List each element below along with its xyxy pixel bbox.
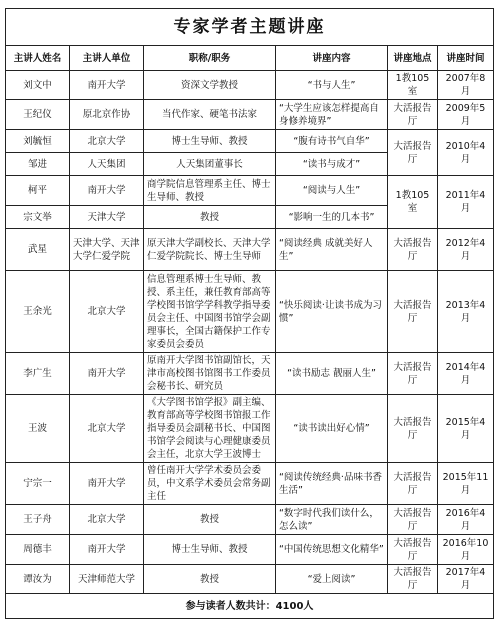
- speaker-name: 宁宗一: [6, 463, 70, 505]
- speaker-position: 博士生导师、教授: [144, 130, 276, 153]
- lecture-topic: “阅读传统经典·品味书香生活”: [276, 463, 388, 505]
- speaker-unit: 南开大学: [70, 353, 144, 395]
- lecture-place: 1教105室: [388, 71, 438, 100]
- lecture-topic: “书与人生”: [276, 71, 388, 100]
- lecture-place: 大活报告厅: [388, 130, 438, 176]
- table-row: [6, 353, 494, 395]
- header-date: 讲座时间: [438, 46, 494, 71]
- lecture-topic: “中国传统思想文化精华”: [276, 535, 388, 565]
- header-speaker-unit: 主讲人单位: [70, 46, 144, 71]
- speaker-name: 周德丰: [6, 535, 70, 565]
- speaker-name: 谭汝为: [6, 565, 70, 594]
- speaker-position: 资深文学教授: [144, 71, 276, 100]
- speaker-position: 信息管理系博士生导师、教授、系主任，兼任教育部高等学校图书馆学学科教学指导委员会主任、中国图书馆学会副理事长，全国古籍保护工作专家委员会委员: [144, 271, 276, 353]
- table-row: [6, 100, 494, 130]
- header-speaker-name: 主讲人姓名: [6, 46, 70, 71]
- lecture-table: [5, 8, 494, 619]
- lecture-date: 2014年4月: [438, 353, 494, 395]
- lecture-place: 大活报告厅: [388, 463, 438, 505]
- speaker-unit: 天津大学、天津大学仁爱学院: [70, 229, 144, 271]
- lecture-date: 2011年4月: [438, 176, 494, 229]
- speaker-position: 《大学图书馆学报》副主编、教育部高等学校图书馆报工作指导委员会副秘书长、中国图书馆学会阅读与心理健康委员会主任，北京大学王波博士: [144, 395, 276, 463]
- speaker-name: 王波: [6, 395, 70, 463]
- lecture-topic: “爱上阅读”: [276, 565, 388, 594]
- speaker-unit: 南开大学: [70, 71, 144, 100]
- table-title: 专家学者主题讲座: [6, 9, 494, 46]
- lecture-date: 2010年4月: [438, 130, 494, 176]
- header-position: 职称/职务: [144, 46, 276, 71]
- header-row: [6, 46, 494, 71]
- speaker-name: 李广生: [6, 353, 70, 395]
- header-topic: 讲座内容: [276, 46, 388, 71]
- total-readers-footer: 参与读者人数共计：4100人: [6, 594, 494, 619]
- lecture-date: 2015年11月: [438, 463, 494, 505]
- speaker-unit: 原北京作协: [70, 100, 144, 130]
- speaker-unit: 南开大学: [70, 463, 144, 505]
- speaker-name: 刘文中: [6, 71, 70, 100]
- lecture-date: 2012年4月: [438, 229, 494, 271]
- lecture-topic: “快乐阅读·让读书成为习惯”: [276, 271, 388, 353]
- speaker-unit: 北京大学: [70, 130, 144, 153]
- speaker-unit: 人天集团: [70, 153, 144, 176]
- speaker-position: 曾任南开大学学术委员会委员，中文系学术委员会常务副主任: [144, 463, 276, 505]
- speaker-position: 教授: [144, 505, 276, 535]
- lecture-place: 大活报告厅: [388, 271, 438, 353]
- lecture-date: 2016年4月: [438, 505, 494, 535]
- speaker-name: 王子舟: [6, 505, 70, 535]
- speaker-unit: 天津师范大学: [70, 565, 144, 594]
- lecture-topic: “阅读经典 成就美好人生”: [276, 229, 388, 271]
- lecture-place: 大活报告厅: [388, 535, 438, 565]
- speaker-name: 邹进: [6, 153, 70, 176]
- speaker-unit: 南开大学: [70, 176, 144, 206]
- lecture-place: 大活报告厅: [388, 100, 438, 130]
- lecture-place: 大活报告厅: [388, 505, 438, 535]
- speaker-position: 原天津大学副校长、天津大学仁爱学院院长、博士生导师: [144, 229, 276, 271]
- lecture-date: 2016年10月: [438, 535, 494, 565]
- lecture-topic: “阅读与人生”: [276, 176, 388, 206]
- speaker-name: 武星: [6, 229, 70, 271]
- lecture-topic: “数字时代我们读什么，怎么读”: [276, 505, 388, 535]
- lecture-place: 1教105室: [388, 176, 438, 229]
- table-row: [6, 395, 494, 463]
- lecture-date: 2007年8月: [438, 71, 494, 100]
- lecture-date: 2017年4月: [438, 565, 494, 594]
- lecture-place: 大活报告厅: [388, 395, 438, 463]
- speaker-name: 宗文举: [6, 206, 70, 229]
- speaker-name: 柯平: [6, 176, 70, 206]
- lecture-table-container: [5, 8, 493, 619]
- speaker-unit: 北京大学: [70, 395, 144, 463]
- table-row: [6, 71, 494, 100]
- table-row: [6, 229, 494, 271]
- speaker-position: 商学院信息管理系主任、博士生导师、教授: [144, 176, 276, 206]
- lecture-date: 2009年5月: [438, 100, 494, 130]
- table-row: [6, 565, 494, 594]
- table-row: [6, 505, 494, 535]
- speaker-unit: 北京大学: [70, 271, 144, 353]
- lecture-topic: “影响一生的几本书”: [276, 206, 388, 229]
- speaker-name: 王余光: [6, 271, 70, 353]
- table-row: [6, 176, 494, 206]
- lecture-date: 2015年4月: [438, 395, 494, 463]
- speaker-unit: 北京大学: [70, 505, 144, 535]
- lecture-topic: “读书读出好心情”: [276, 395, 388, 463]
- table-row: [6, 535, 494, 565]
- lecture-place: 大活报告厅: [388, 229, 438, 271]
- speaker-position: 教授: [144, 565, 276, 594]
- speaker-position: 教授: [144, 206, 276, 229]
- table-row: [6, 271, 494, 353]
- speaker-name: 刘毓恒: [6, 130, 70, 153]
- speaker-position: 人天集团董事长: [144, 153, 276, 176]
- lecture-topic: “读书与成才”: [276, 153, 388, 176]
- table-row: [6, 130, 494, 153]
- lecture-place: 大活报告厅: [388, 565, 438, 594]
- lecture-topic: “大学生应该怎样提高自身修养境界”: [276, 100, 388, 130]
- lecture-place: 大活报告厅: [388, 353, 438, 395]
- speaker-position: 原南开大学图书馆副馆长，天津市高校图书馆图书工作委员会秘书长、研究员: [144, 353, 276, 395]
- speaker-unit: 天津大学: [70, 206, 144, 229]
- lecture-topic: “腹有诗书气自华”: [276, 130, 388, 153]
- speaker-position: 博士生导师、教授: [144, 535, 276, 565]
- speaker-name: 王纪仪: [6, 100, 70, 130]
- speaker-position: 当代作家、硬笔书法家: [144, 100, 276, 130]
- lecture-topic: “读书励志 靓丽人生”: [276, 353, 388, 395]
- lecture-date: 2013年4月: [438, 271, 494, 353]
- table-row: [6, 463, 494, 505]
- speaker-unit: 南开大学: [70, 535, 144, 565]
- header-place: 讲座地点: [388, 46, 438, 71]
